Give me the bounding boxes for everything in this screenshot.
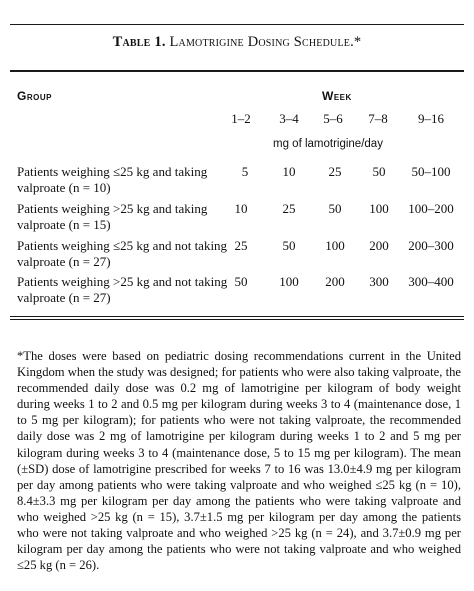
- row-1-week-7-8: 50: [372, 164, 386, 179]
- row-1-week-3-4: 10: [282, 164, 296, 179]
- group-header: Group: [17, 89, 52, 103]
- units-label: mg of lamotrigine/day: [273, 138, 383, 150]
- row-4-week-9-16: 300–400: [408, 274, 454, 289]
- row-3-week-3-4: 50: [282, 238, 296, 253]
- row-1-week-1-2: 5: [241, 164, 249, 179]
- row-3-label: Patients weighing ≤25 kg and not taking valproate (n = 27): [17, 238, 228, 269]
- table-number: Table 1.: [112, 34, 166, 50]
- row-2-week-7-8: 100: [369, 201, 389, 216]
- row-3-week-7-8: 200: [369, 238, 389, 253]
- footnote-rule-2: [10, 319, 464, 320]
- row-2-week-9-16: 100–200: [408, 201, 454, 216]
- row-4-label: Patients weighing >25 kg and not taking valproate (n = 27): [17, 274, 228, 305]
- row-2-week-3-4: 25: [282, 201, 296, 216]
- week-col-1: 1–2: [231, 111, 251, 126]
- row-3-week-5-6: 100: [325, 238, 345, 253]
- row-4-week-5-6: 200: [325, 274, 345, 289]
- week-col-2: 3–4: [279, 111, 299, 126]
- week-col-3: 5–6: [323, 111, 343, 126]
- title-rule: [10, 70, 464, 72]
- row-4-week-3-4: 100: [279, 274, 299, 289]
- row-1-week-5-6: 25: [328, 164, 342, 179]
- row-2-week-5-6: 50: [328, 201, 342, 216]
- top-rule: [10, 24, 464, 25]
- table-title: [0, 34, 474, 51]
- row-4-week-7-8: 300: [369, 274, 389, 289]
- row-1-week-9-16: 50–100: [411, 164, 451, 179]
- week-col-5: 9–16: [418, 111, 444, 126]
- row-2-week-1-2: 10: [234, 201, 248, 216]
- row-1-label: Patients weighing ≤25 kg and taking valproate (n = 10): [17, 164, 208, 195]
- footnote-rule: [10, 316, 464, 317]
- footnote-text: *The doses were based on pediatric dosing recommendations current in the United Kingdom when the study was designed; for patients who were also taking valproate, the recommended daily dose was 0.2 mg of lamotrigine per kilogram of body weight during weeks 1 to 2 and 0.5 mg per kilogram during weeks 3 to 4 (maintenance dose, 1 to 5 mg per kilogram); for patients who were not taking valproate, the recommended daily dose was 2 mg of lamotrigine per kilogram during weeks 1 to 2 and 5 mg per kilogram during weeks 3 to 4 (maintenance dose, 5 to 15 mg per kilogram). The mean (±SD) dose of lamotrigine prescribed for weeks 7 to 16 was 13.0±4.9 mg per kilogram per day among patients who were taking valproate and who weighed ≤25 kg (n = 10), 8.4±3.3 mg per kilogram per day among the patients who were taking valproate and who weighed >25 kg (n = 15), 3.7±1.5 mg per kilogram per day among the patients who were not taking valproate and who weighed >25 kg (n = 24), and 3.7±0.9 mg per kilogram per day among the patients who were not taking valproate and who weighed ≤25 kg (n = 26).: [17, 349, 461, 573]
- row-2-label: Patients weighing >25 kg and taking valproate (n = 15): [17, 201, 208, 232]
- week-col-4: 7–8: [368, 111, 388, 126]
- week-header: Week: [322, 89, 352, 103]
- table-footnote: [17, 348, 461, 573]
- row-3-week-1-2: 25: [234, 238, 248, 253]
- table-title-text: Lamotrigine Dosing Schedule.*: [169, 34, 362, 50]
- row-3-week-9-16: 200–300: [408, 238, 454, 253]
- row-4-week-1-2: 50: [234, 274, 248, 289]
